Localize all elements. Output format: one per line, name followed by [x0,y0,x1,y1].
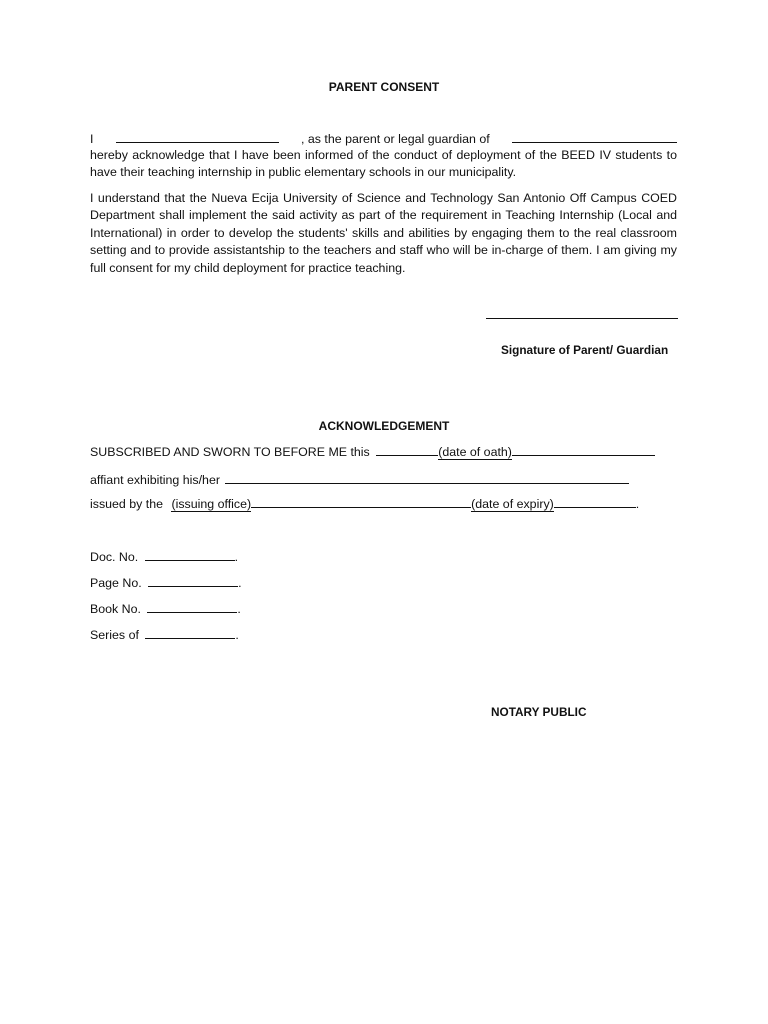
acknowledgement-title: ACKNOWLEDGEMENT [318,419,450,433]
notary-public-label: NOTARY PUBLIC [491,705,587,719]
book-no-blank[interactable] [147,600,237,613]
page-no-label: Page No. [90,576,142,590]
series-of-label: Series of [90,628,139,642]
page-no-blank[interactable] [148,574,238,587]
ack-line-2-text: affiant exhibiting his/her [90,473,220,487]
doc-no-row: Doc. No. . [90,550,239,564]
ack-line-3 [90,496,677,513]
date-of-expiry-field[interactable]: (date of expiry) [471,497,554,511]
expiry-blank[interactable] [554,507,636,508]
book-no-label: Book No. [90,602,141,616]
issuing-office-field[interactable]: (issuing office) [171,497,252,511]
ack-line-2 [90,471,677,489]
oath-date-trailing-blank[interactable] [512,455,655,456]
consent-pronoun: I [90,132,94,146]
ack-line-1-text: SUBSCRIBED AND SWORN TO BEFORE ME this [90,445,370,459]
date-of-oath-field[interactable]: (date of oath) [438,445,512,459]
book-no-row: Book No. . [90,602,241,616]
series-of-blank[interactable] [145,626,235,639]
signature-label: Signature of Parent/ Guardian [501,343,669,357]
series-of-row: Series of . [90,628,239,642]
page-no-row: Page No. . [90,576,242,590]
issuing-office-blank[interactable] [251,507,471,508]
consent-paragraph-1: hereby acknowledge that I have been informed of the conduct of deployment of the BEED IV students to have their teaching internship in public elementary schools in our municipality. [90,148,677,180]
ack-line-1 [90,444,677,461]
doc-no-label: Doc. No. [90,550,139,564]
id-exhibited-blank[interactable] [225,471,629,484]
ack-line-3-end: . [635,497,640,511]
signature-line[interactable] [486,318,678,319]
doc-no-blank[interactable] [145,548,235,561]
child-name-blank[interactable] [512,130,677,143]
oath-day-blank[interactable] [376,455,438,456]
ack-line-3-text: issued by the [90,497,164,511]
consent-first-line [90,130,677,148]
consent-guardian-text: , as the parent or legal guardian of [300,132,490,146]
consent-paragraph-2: I understand that the Nueva Ecija University of Science and Technology San Antonio Off Campus COED Department shall implement the said activity as part of the requirement in Teaching Internship (Local and International) in order to develop the students' skills and abilities by engaging them to the real classroom setting and to provide assistantship to the teachers and staff who will be in-charge of them. I am giving my full consent for my child deployment for practice teaching. [90,191,677,275]
consent-title: PARENT CONSENT [328,80,440,94]
parent-name-blank[interactable] [116,130,279,143]
